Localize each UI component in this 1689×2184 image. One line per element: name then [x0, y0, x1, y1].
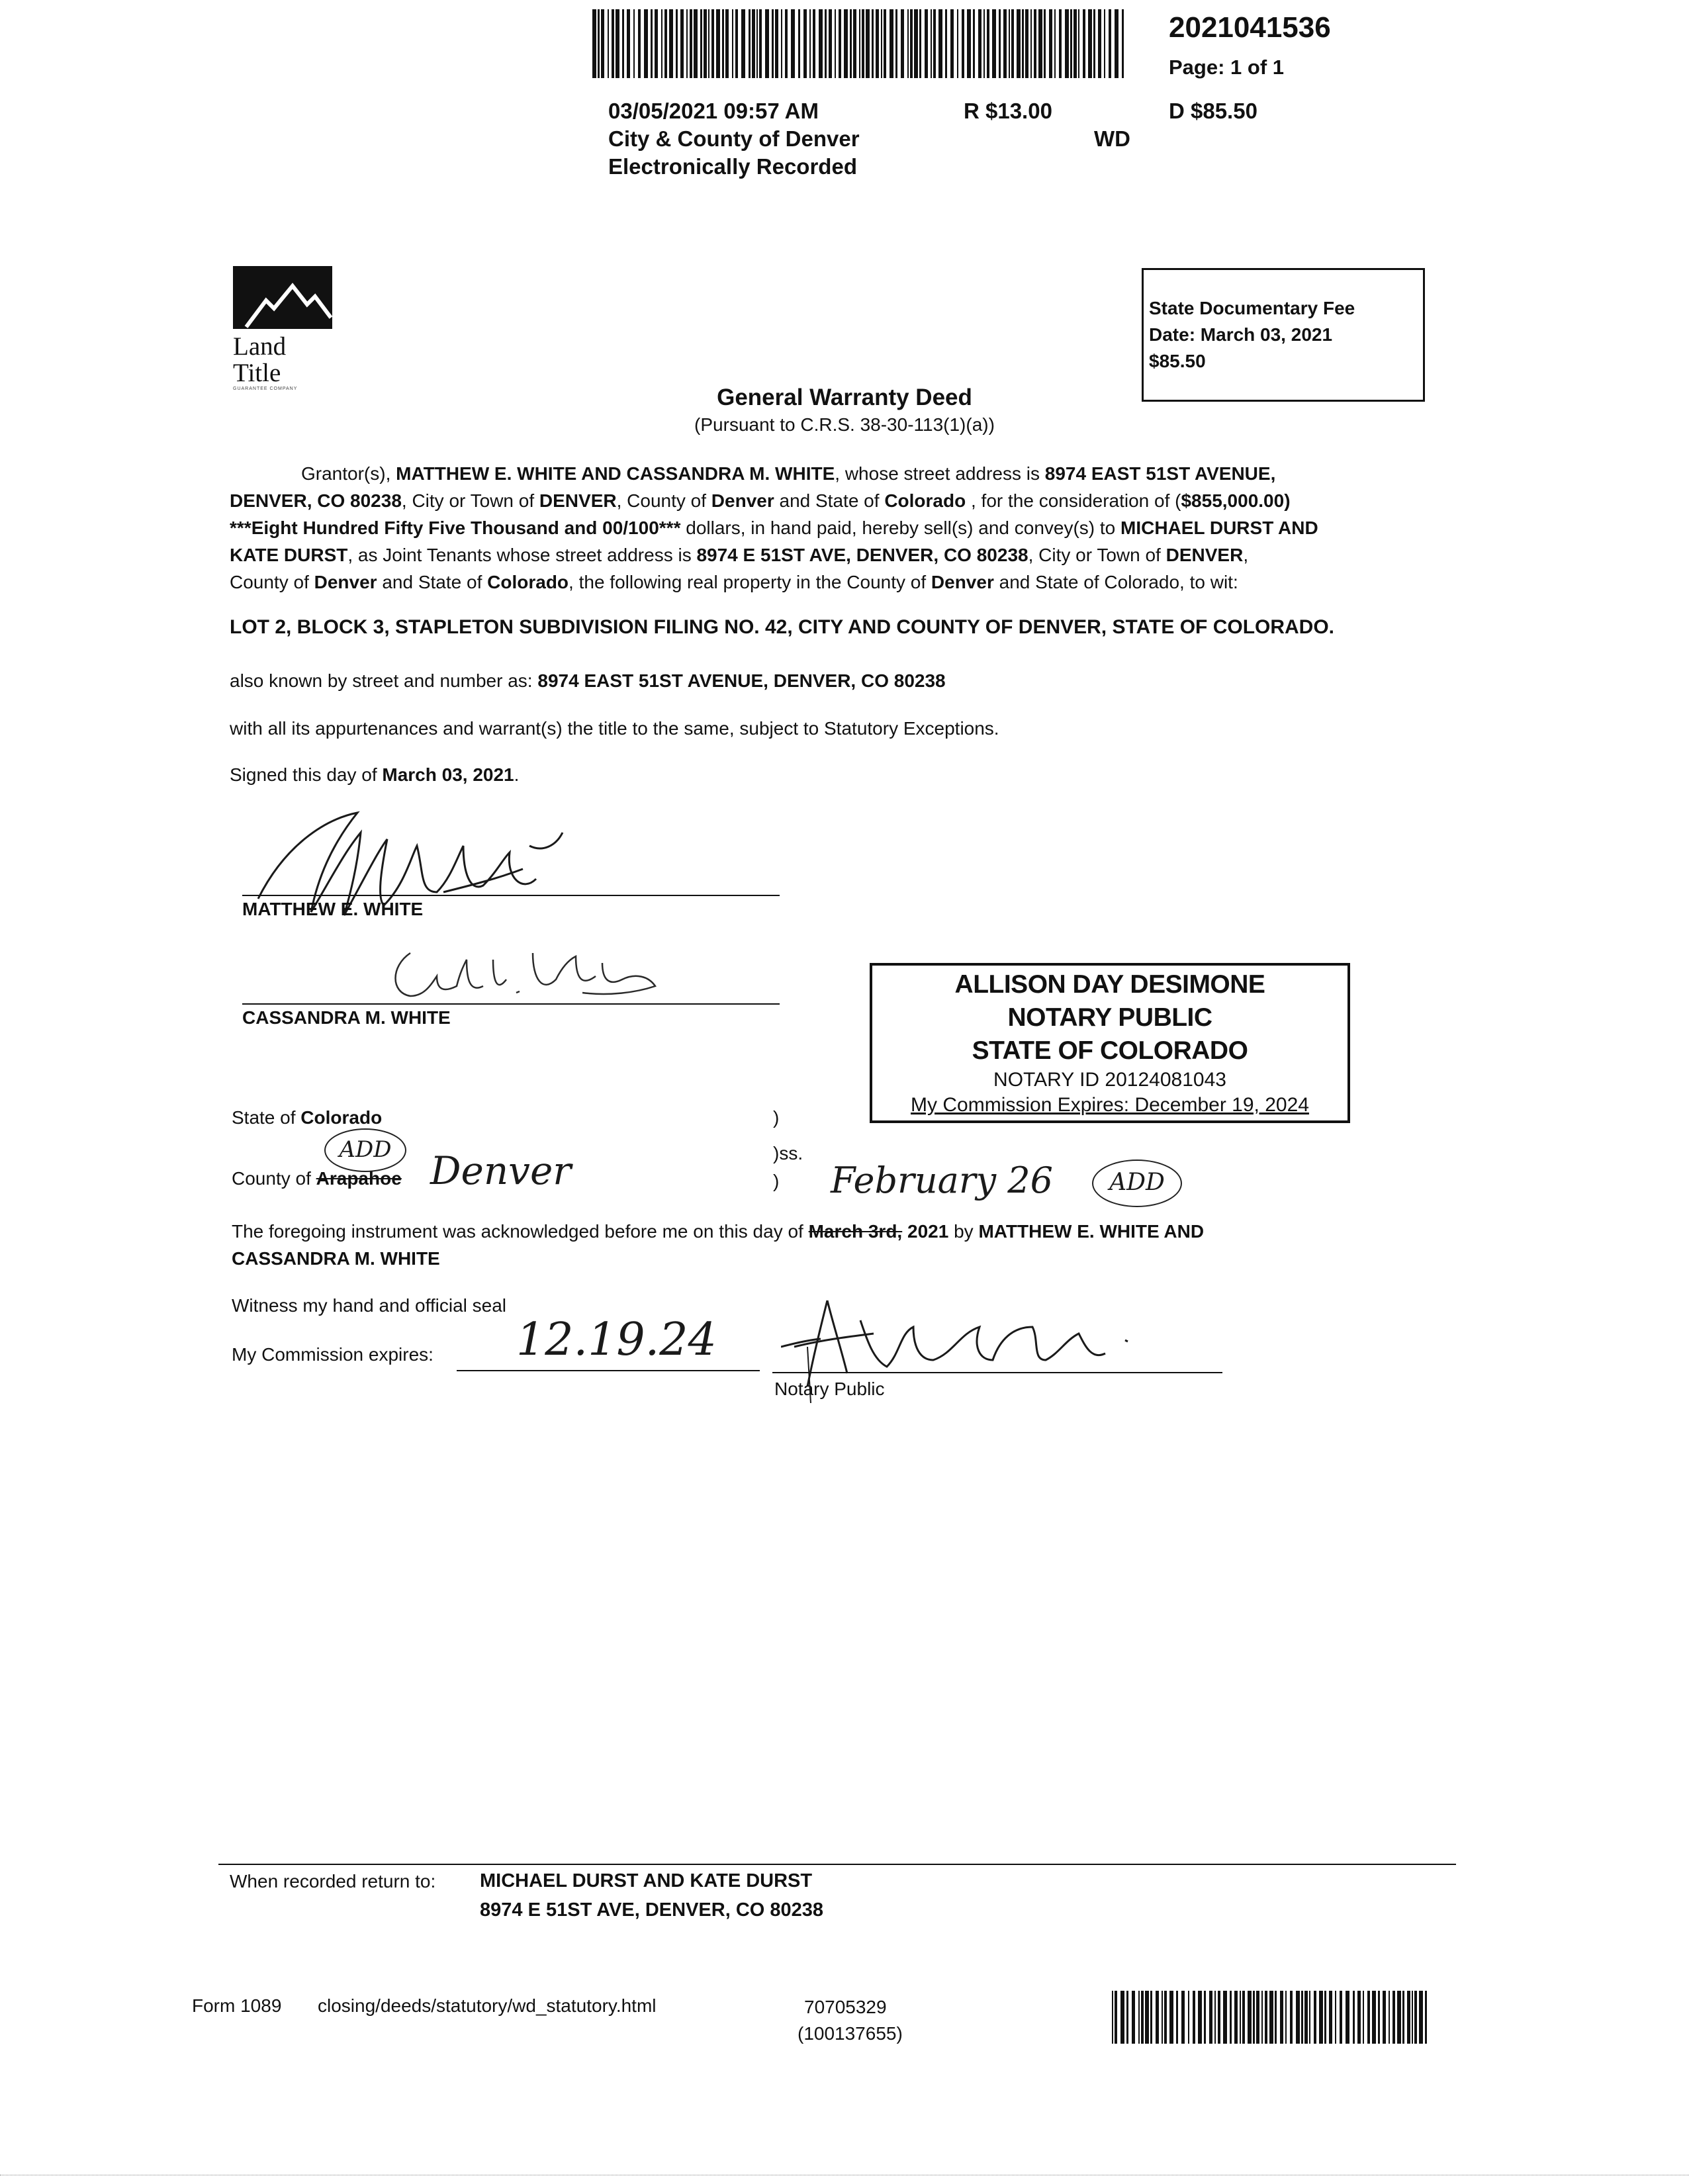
barcode-bar	[1319, 1991, 1323, 2044]
barcode-bar	[1383, 1991, 1386, 2044]
barcode-bar	[1407, 1991, 1410, 2044]
barcode-bar	[1412, 1991, 1413, 2044]
barcode-bar	[901, 9, 904, 78]
barcode-bar	[1280, 1991, 1283, 2044]
barcode-bar	[749, 9, 751, 78]
barcode-bar	[907, 9, 909, 78]
barcode-bar	[1324, 1991, 1326, 2044]
barcode-bar	[1145, 1991, 1149, 2044]
barcode-bar	[1025, 9, 1028, 78]
documentary-fee-box	[1142, 268, 1425, 402]
barcode-bar	[933, 9, 936, 78]
ack-text-by: by	[948, 1221, 979, 1242]
barcode-bar	[1003, 9, 1007, 78]
notary-stamp-state: STATE OF COLORADO	[972, 1036, 1248, 1065]
barcode-bar	[987, 9, 989, 78]
cassandra-white-signature	[384, 940, 662, 1006]
ack-text: The foregoing instrument was acknowledged before me on this day of	[232, 1221, 809, 1242]
barcode-bar	[1248, 1991, 1252, 2044]
grant-city: DENVER	[539, 490, 617, 511]
barcode-bar	[1132, 1991, 1135, 2044]
property-county: Denver	[314, 572, 377, 592]
document-type: WD	[1094, 126, 1130, 151]
grant-text: and State of Colorado, to wit:	[993, 572, 1238, 592]
barcode-bar	[1070, 9, 1072, 78]
form-path: closing/deeds/statutory/wd_statutory.html	[318, 1995, 657, 2016]
notary-stamp-expiry: My Commission Expires: December 19, 2024	[911, 1094, 1309, 1116]
barcode-bar	[756, 9, 758, 78]
barcode-bar	[1314, 1991, 1316, 2044]
mountain-logo-icon	[233, 266, 332, 329]
notary-public-label: Notary Public	[774, 1379, 885, 1399]
barcode-bar	[1265, 1991, 1267, 2044]
grant-text: , the following real property in the County of	[569, 572, 931, 592]
property-state: Colorado	[487, 572, 569, 592]
barcode-bar	[1073, 9, 1077, 78]
barcode-bar	[925, 9, 928, 78]
barcode-bar	[844, 9, 848, 78]
barcode-bar	[1176, 1991, 1178, 2044]
grantee-names: MICHAEL DURST AND	[1120, 518, 1318, 538]
barcode-bar	[1181, 1991, 1185, 2044]
barcode-bar	[1098, 9, 1101, 78]
ack-initials: ADD	[1092, 1160, 1182, 1207]
fee-box-title: State Documentary Fee	[1149, 298, 1355, 318]
notary-signature-line	[772, 1372, 1222, 1373]
barcode-bar	[1367, 1991, 1370, 2044]
recording-fee: R $13.00	[964, 99, 1052, 123]
barcode-bar	[895, 9, 897, 78]
order-number: (100137655)	[798, 2023, 903, 2044]
barcode-bar	[1402, 1991, 1404, 2044]
barcode-bar	[1378, 1991, 1380, 2044]
grant-text: Grantor(s),	[301, 463, 396, 484]
barcode-bar	[1363, 1991, 1364, 2044]
barcode-bar	[680, 9, 684, 78]
barcode-bar	[1340, 1991, 1342, 2044]
grant-county: Denver	[711, 490, 774, 511]
barcode-bar	[1038, 9, 1042, 78]
barcode-bar	[1269, 1991, 1273, 2044]
signed-date: March 03, 2021	[382, 764, 514, 785]
barcode-bar	[1275, 1991, 1277, 2044]
barcode-bar	[1285, 1991, 1287, 2044]
barcode-bar	[1242, 1991, 1245, 2044]
barcode-bar	[1230, 1991, 1232, 2044]
file-number: 70705329	[804, 1997, 887, 2017]
signer-name-2: CASSANDRA M. WHITE	[242, 1007, 451, 1028]
barcode-bar	[1346, 1991, 1349, 2044]
barcode-bar	[1162, 1991, 1163, 2044]
barcode-bar	[1126, 1991, 1128, 2044]
barcode-bar	[919, 9, 921, 78]
signature-line-2	[242, 1003, 780, 1005]
venue-county-label: County of	[232, 1168, 316, 1189]
venue-county	[232, 1165, 402, 1192]
barcode-bar	[1030, 9, 1032, 78]
grantee-address: 8974 E 51ST AVE, DENVER, CO 80238	[696, 545, 1028, 565]
aka-line	[230, 667, 946, 694]
grant-paragraph	[230, 460, 1434, 596]
barcode-bar	[1150, 1991, 1152, 2044]
barcode-bar	[866, 9, 870, 78]
barcode-bar	[1017, 9, 1021, 78]
grant-text: and State of	[377, 572, 488, 592]
barcode-bar	[1088, 9, 1092, 78]
logo-tagline: GUARANTEE COMPANY	[233, 387, 298, 391]
barcode-bar	[1164, 1991, 1167, 2044]
barcode-bar	[608, 9, 609, 78]
barcode-bar	[992, 9, 996, 78]
barcode-bar	[876, 9, 879, 78]
property-county-2: Denver	[931, 572, 994, 592]
barcode-bar	[1372, 1991, 1376, 2044]
barcode-bar	[725, 9, 729, 78]
barcode-bar	[1049, 9, 1052, 78]
venue-paren-ss: )ss.	[773, 1143, 803, 1163]
barcode-bar	[835, 9, 836, 78]
barcode-bar	[690, 9, 692, 78]
grant-text: , County of	[616, 490, 711, 511]
recording-barcode	[592, 9, 1125, 78]
barcode-bar	[1011, 9, 1014, 78]
barcode-bar	[1335, 1991, 1336, 2044]
barcode-bar	[781, 9, 782, 78]
barcode-bar	[601, 9, 604, 78]
barcode-bar	[741, 9, 745, 78]
barcode-bar	[633, 9, 635, 78]
barcode-bar	[798, 9, 800, 78]
barcode-bar	[655, 9, 658, 78]
consideration-amount: $855,000.00	[1181, 490, 1285, 511]
barcode-bar	[1240, 1991, 1241, 2044]
barcode-bar	[1009, 9, 1010, 78]
grantee-names-cont: KATE DURST	[230, 545, 348, 565]
barcode-bar	[829, 9, 832, 78]
barcode-bar	[950, 9, 954, 78]
barcode-bar	[592, 9, 596, 78]
signed-end: .	[514, 764, 520, 785]
signed-label: Signed this day of	[230, 764, 383, 785]
barcode-bar	[775, 9, 778, 78]
barcode-bar	[1109, 9, 1111, 78]
barcode-bar	[676, 9, 678, 78]
barcode-bar	[853, 9, 856, 78]
barcode-bar	[1138, 1991, 1140, 2044]
barcode-bar	[931, 9, 932, 78]
barcode-bar	[862, 9, 864, 78]
venue-county-struck: Arapahoe	[316, 1168, 402, 1189]
notary-stamp-title: NOTARY PUBLIC	[1007, 1003, 1212, 1032]
barcode-bar	[819, 9, 823, 78]
barcode-bar	[945, 9, 947, 78]
barcode-bar	[1301, 1991, 1303, 2044]
grant-text: ,	[1243, 545, 1249, 565]
barcode-bar	[1104, 9, 1105, 78]
return-name: MICHAEL DURST AND KATE DURST	[480, 1870, 813, 1891]
barcode-bar	[967, 9, 971, 78]
return-address: 8974 E 51ST AVE, DENVER, CO 80238	[480, 1899, 824, 1921]
barcode-bar	[1209, 1991, 1212, 2044]
barcode-bar	[850, 9, 852, 78]
barcode-bar	[711, 9, 714, 78]
barcode-bar	[716, 9, 720, 78]
barcode-bar	[612, 9, 614, 78]
barcode-bar	[708, 9, 709, 78]
barcode-bar	[1093, 9, 1095, 78]
barcode-bar	[1169, 1991, 1173, 2044]
witness-line: Witness my hand and official seal	[232, 1295, 507, 1316]
ack-date-struck: March 3rd,	[808, 1221, 903, 1242]
barcode-bar	[1115, 9, 1118, 78]
notary-stamp-id: NOTARY ID 20124081043	[993, 1069, 1226, 1091]
barcode-bar	[1389, 1991, 1390, 2044]
grantor-address-city: DENVER, CO 80238	[230, 490, 402, 511]
barcode-bar	[661, 9, 662, 78]
appurtenances-line: with all its appurtenances and warrant(s) the title to the same, subject to Statutory Exceptions.	[230, 718, 999, 739]
fee-box-date: Date: March 03, 2021	[1149, 324, 1333, 345]
legal-description: LOT 2, BLOCK 3, STAPLETON SUBDIVISION FILING NO. 42, CITY AND COUNTY OF DENVER, STATE OF COLORADO.	[230, 616, 1335, 638]
barcode-bar	[765, 9, 769, 78]
barcode-bar	[759, 9, 762, 78]
barcode-bar	[669, 9, 673, 78]
barcode-bar	[839, 9, 841, 78]
acknowledgment-paragraph	[232, 1218, 1423, 1272]
barcode-bar	[700, 9, 702, 78]
barcode-bar	[1122, 9, 1124, 78]
barcode-bar	[1397, 1991, 1401, 2044]
recording-datetime: 03/05/2021 09:57 AM	[608, 99, 819, 123]
barcode-bar	[694, 9, 698, 78]
venue-state	[232, 1104, 382, 1131]
recording-county: City & County of Denver	[608, 126, 860, 151]
barcode-bar	[1120, 1991, 1124, 2044]
signature-line-1	[242, 895, 780, 896]
barcode-bar	[1141, 1991, 1144, 2044]
grantor-address: 8974 EAST 51ST AVENUE,	[1044, 463, 1276, 484]
barcode-bar	[957, 9, 958, 78]
deed-subtitle: (Pursuant to C.R.S. 38-30-113(1)(a))	[694, 414, 995, 435]
signed-line	[230, 761, 519, 788]
grant-text: dollars, in hand paid, hereby sell(s) and convey(s) to	[680, 518, 1121, 538]
barcode-bar	[1234, 1991, 1238, 2044]
grant-state: Colorado	[884, 490, 966, 511]
barcode-bar	[752, 9, 755, 78]
deed-title: General Warranty Deed	[717, 385, 972, 410]
barcode-bar	[785, 9, 788, 78]
venue-paren-1: )	[773, 1107, 780, 1128]
grantee-city: DENVER	[1165, 545, 1244, 565]
grant-text: , as Joint Tenants whose street address is	[347, 545, 697, 565]
venue-paren-3: )	[773, 1171, 780, 1191]
barcode-bar	[791, 9, 795, 78]
barcode-bar	[735, 9, 738, 78]
barcode-bar	[1392, 1991, 1395, 2044]
barcode-bar	[722, 9, 724, 78]
notary-stamp	[870, 963, 1350, 1123]
barcode-bar	[1309, 1991, 1310, 2044]
consideration-words: ***Eight Hundred Fifty Five Thousand and 00/100***	[230, 518, 681, 538]
barcode-bar	[1034, 9, 1036, 78]
barcode-bar	[1256, 1991, 1259, 2044]
barcode-bar	[803, 9, 807, 78]
barcode-bar	[1156, 1991, 1159, 2044]
ack-date-handwritten: February 26	[831, 1160, 1054, 1201]
barcode-bar	[1054, 9, 1056, 78]
barcode-bar	[732, 9, 733, 78]
venue-county-handwritten: Denver	[430, 1148, 571, 1193]
barcode-bar	[938, 9, 942, 78]
barcode-bar	[1304, 1991, 1308, 2044]
barcode-bar	[890, 9, 893, 78]
barcode-bar	[1022, 9, 1024, 78]
aka-address: 8974 EAST 51ST AVENUE, DENVER, CO 80238	[537, 670, 946, 691]
barcode-bar	[1193, 1991, 1195, 2044]
barcode-bar	[884, 9, 886, 78]
return-label: When recorded return to:	[230, 1871, 436, 1891]
barcode-bar	[999, 9, 1001, 78]
document-number: 2021041536	[1169, 11, 1331, 44]
ack-year: 2021	[902, 1221, 949, 1242]
commission-line	[457, 1370, 760, 1371]
barcode-bar	[1083, 9, 1085, 78]
barcode-bar	[1296, 1991, 1300, 2044]
barcode-bar	[1357, 1991, 1361, 2044]
notary-stamp-name: ALLISON DAY DESIMONE	[954, 970, 1265, 999]
ack-signers: MATTHEW E. WHITE AND	[978, 1221, 1205, 1242]
barcode-bar	[704, 9, 707, 78]
signer-name-1: MATTHEW E. WHITE	[242, 899, 424, 919]
ack-signers-cont: CASSANDRA M. WHITE	[232, 1248, 440, 1269]
barcode-bar	[644, 9, 648, 78]
barcode-bar	[1078, 9, 1079, 78]
grantor-names: MATTHEW E. WHITE AND CASSANDRA M. WHITE	[396, 463, 835, 484]
footer-barcode	[1112, 1991, 1430, 2044]
barcode-bar	[859, 9, 860, 78]
land-title-logo	[233, 266, 338, 391]
barcode-bar	[813, 9, 815, 78]
barcode-bar	[962, 9, 964, 78]
fee-box-amount: $85.50	[1149, 351, 1206, 371]
commission-label: My Commission expires:	[232, 1344, 434, 1365]
barcode-bar	[1044, 9, 1046, 78]
recording-method: Electronically Recorded	[608, 154, 857, 179]
barcode-bar	[622, 9, 624, 78]
grant-text: , City or Town of	[401, 490, 539, 511]
venue-state-value: Colorado	[300, 1107, 383, 1128]
grant-text: and State of	[774, 490, 885, 511]
barcode-bar	[872, 9, 874, 78]
barcode-bar	[1115, 1991, 1117, 2044]
barcode-bar	[1353, 1991, 1355, 2044]
barcode-bar	[1261, 1991, 1263, 2044]
barcode-bar	[983, 9, 985, 78]
barcode-bar	[1425, 1991, 1427, 2044]
barcode-bar	[1065, 9, 1069, 78]
documentary-fee: D $85.50	[1169, 99, 1257, 123]
barcode-bar	[825, 9, 827, 78]
barcode-bar	[973, 9, 975, 78]
barcode-bar	[598, 9, 600, 78]
venue-initials: ADD	[324, 1128, 406, 1172]
barcode-bar	[881, 9, 882, 78]
grant-text: , whose street address is	[835, 463, 1045, 484]
logo-text: Land Title	[233, 332, 287, 387]
grant-text: , for the consideration of (	[966, 490, 1181, 511]
grant-text: , City or Town of	[1028, 545, 1166, 565]
barcode-bar	[616, 9, 619, 78]
return-divider	[218, 1864, 1456, 1865]
aka-label: also known by street and number as:	[230, 670, 538, 691]
grant-text: )	[1284, 490, 1291, 511]
barcode-bar	[638, 9, 641, 78]
commission-date-handwritten: 12.19.24	[516, 1314, 717, 1366]
barcode-bar	[1198, 1991, 1202, 2044]
grant-text: County of	[230, 572, 314, 592]
form-number: Form 1089	[192, 1995, 282, 2016]
barcode-bar	[1059, 9, 1062, 78]
venue-state-label: State of	[232, 1107, 301, 1128]
barcode-bar	[627, 9, 630, 78]
barcode-bar	[1253, 1991, 1255, 2044]
barcode-bar	[1414, 1991, 1417, 2044]
barcode-bar	[910, 9, 913, 78]
barcode-bar	[1329, 1991, 1332, 2044]
barcode-bar	[1223, 1991, 1227, 2044]
barcode-bar	[651, 9, 653, 78]
barcode-bar	[809, 9, 811, 78]
barcode-bar	[772, 9, 774, 78]
barcode-bar	[1112, 1991, 1113, 2044]
barcode-bar	[914, 9, 918, 78]
barcode-bar	[1419, 1991, 1423, 2044]
barcode-bar	[1290, 1991, 1293, 2044]
barcode-bar	[1204, 1991, 1206, 2044]
barcode-bar	[1218, 1991, 1220, 2044]
barcode-bar	[978, 9, 981, 78]
barcode-bar	[686, 9, 688, 78]
barcode-bar	[664, 9, 667, 78]
barcode-bar	[1188, 1991, 1189, 2044]
barcode-bar	[1214, 1991, 1216, 2044]
page-count: Page: 1 of 1	[1169, 56, 1284, 79]
